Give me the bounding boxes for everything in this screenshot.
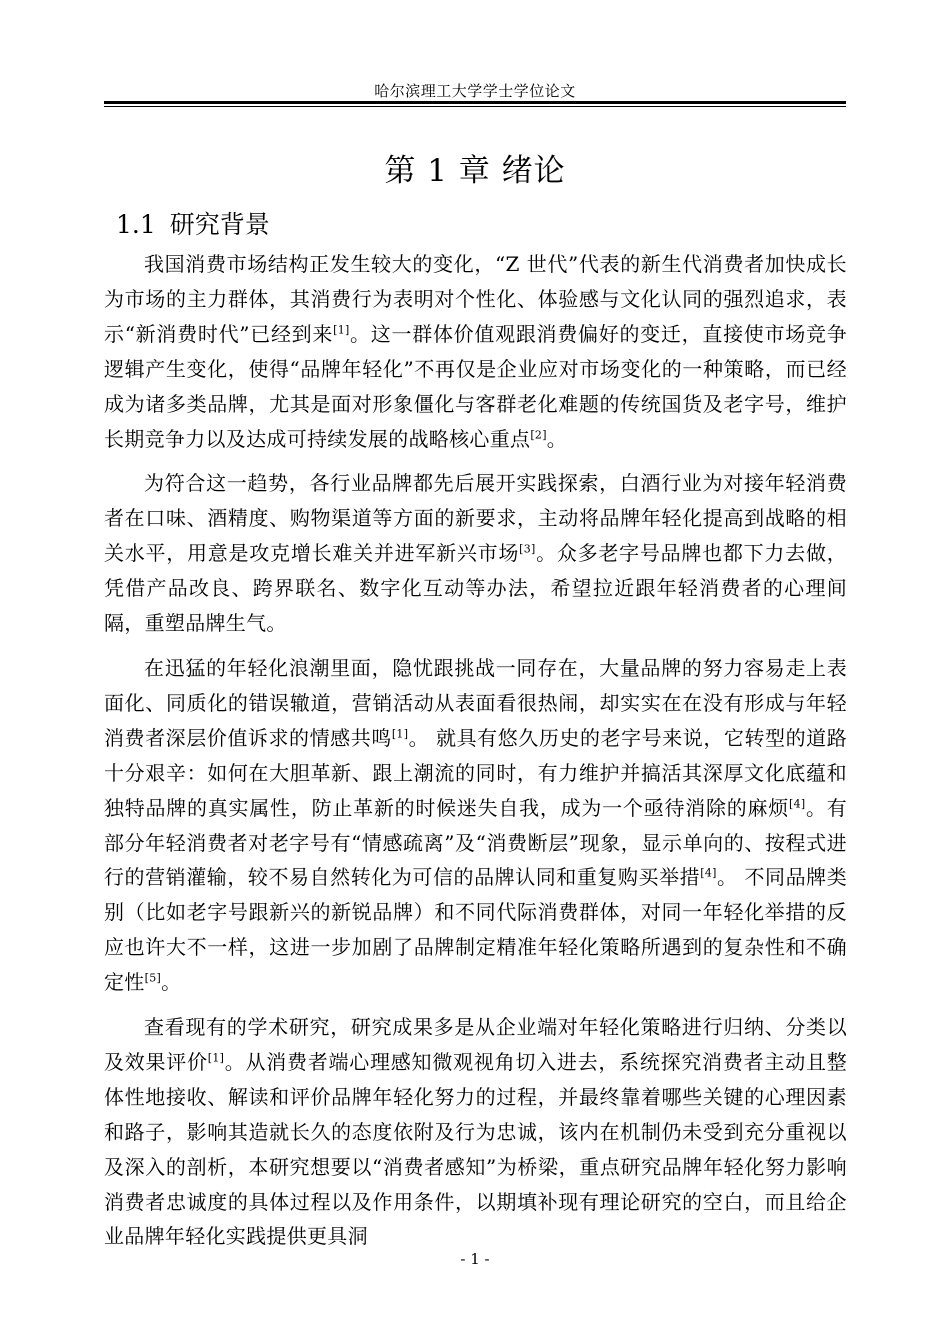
section-title: 研究背景 <box>169 210 270 239</box>
page-number: - 1 - <box>460 1250 490 1268</box>
paragraph-text: 。这一群体价值观跟消费偏好的变迁，直接使市场竞争逻辑产生变化，使得“品牌年轻化”不再仅是企业应对市场变化的一种策略，而已经成为诸多类品牌，尤其是面对形象僵化与客群老化难题的传统国货及老字号，维护长期竞争力以及达成可持续发展的战略核心重点 <box>104 321 847 451</box>
chapter-title: 第 1 章 绪论 <box>384 153 566 189</box>
paragraph-text: 。 <box>161 970 182 995</box>
paragraph-text: 查看现有的学术研究，研究成果多是从企业端对年轻化策略进行归纳、分类以及效果评价 <box>104 1015 847 1074</box>
paragraph-text: 我国消费市场结构正发生较大的变化，“Z 世代”代表的新生代消费者加快成长为市场的主力群体，其消费行为表明对个性化、体验感与文化认同的强烈追求，表示“新消费时代”已经到来 <box>104 252 847 346</box>
paragraph <box>104 247 847 456</box>
paragraph-text: 。 就具有悠久历史的老字号来说，它转型的道路十分艰辛：如何在大胆革新、跟上潮流的同时，有力维护并搞活其深厚文化底蕴和独特品牌的真实属性，防止革新的时候迷失自我，成为一个亟待消除的麻烦 <box>104 725 847 820</box>
paragraph <box>104 1010 847 1254</box>
citation-ref: [1] <box>207 1051 225 1065</box>
paragraph-text: 为符合这一趋势，各行业品牌都先后展开实践探索，白酒行业为对接年轻消费者在口味、酒精度、购物渠道等方面的新要求，主动将品牌年轻化提高到战略的相关水平，用意是攻克增长难关并进军新兴市场 <box>104 471 847 566</box>
section-number: 1.1 <box>116 210 156 239</box>
paragraph-text: 。有部分年轻消费者对老字号有“情感疏离”及“消费断层”现象，显示单向的、按程式进行的营销灌输，较不易自然转化为可信的品牌认同和重复购买举措 <box>104 795 847 890</box>
section-heading <box>116 205 270 241</box>
paragraph-text: 。众多老字号品牌也都下力去做，凭借产品改良、跨界联名、数字化互动等办法，希望拉近跟年轻消费者的心理间隔，重塑品牌生气。 <box>104 541 848 636</box>
citation-ref: [4] <box>700 866 717 880</box>
paragraph-text: 。从消费者端心理感知微观视角切入进去，系统探究消费者主动且整体性地接收、解读和评价品牌年轻化努力的过程，并最终靠着哪些关键的心理因素和路子，影响其造就长久的态度依附及行为忠诚，该内在机制仍未受到充分重视以及深入的剖析，本研究想要以“消费者感知”为桥梁，重点研究品牌年轻化努力影响消费者忠诚度的具体过程以及作用条件，以期填补现有理论研究的空白，而且给企业品牌年轻化实践提供更具洞 <box>104 1049 848 1249</box>
running-header: 哈尔滨理工大学学士学位论文 <box>374 82 576 100</box>
citation-ref: [1] <box>391 727 409 741</box>
paragraph-text: 。 <box>546 426 568 451</box>
citation-ref: [2] <box>530 427 547 441</box>
citation-ref: [1] <box>333 323 350 337</box>
paragraph-text: 。 不同品牌类别（比如老字号跟新兴的新锐品牌）和不同代际消费群体，对同一年轻化举措的反应也许大不一样，这进一步加剧了品牌制定精准年轻化策略所遇到的复杂性和不确定性 <box>104 865 847 995</box>
body-text <box>104 247 847 1254</box>
paragraph <box>104 651 847 1000</box>
header-rule-thick <box>104 101 846 104</box>
paragraph-text: 在迅猛的年轻化浪潮里面，隐忧跟挑战一同存在，大量品牌的努力容易走上表面化、同质化的错误辙道，营销活动从表面看很热闹，却实实在在没有形成与年轻消费者深层价值诉求的情感共鸣 <box>104 655 847 750</box>
paragraph <box>104 466 847 641</box>
citation-ref: [4] <box>789 796 806 810</box>
header-rule-thin <box>104 106 846 107</box>
citation-ref: [5] <box>144 971 162 985</box>
citation-ref: [3] <box>519 542 536 556</box>
